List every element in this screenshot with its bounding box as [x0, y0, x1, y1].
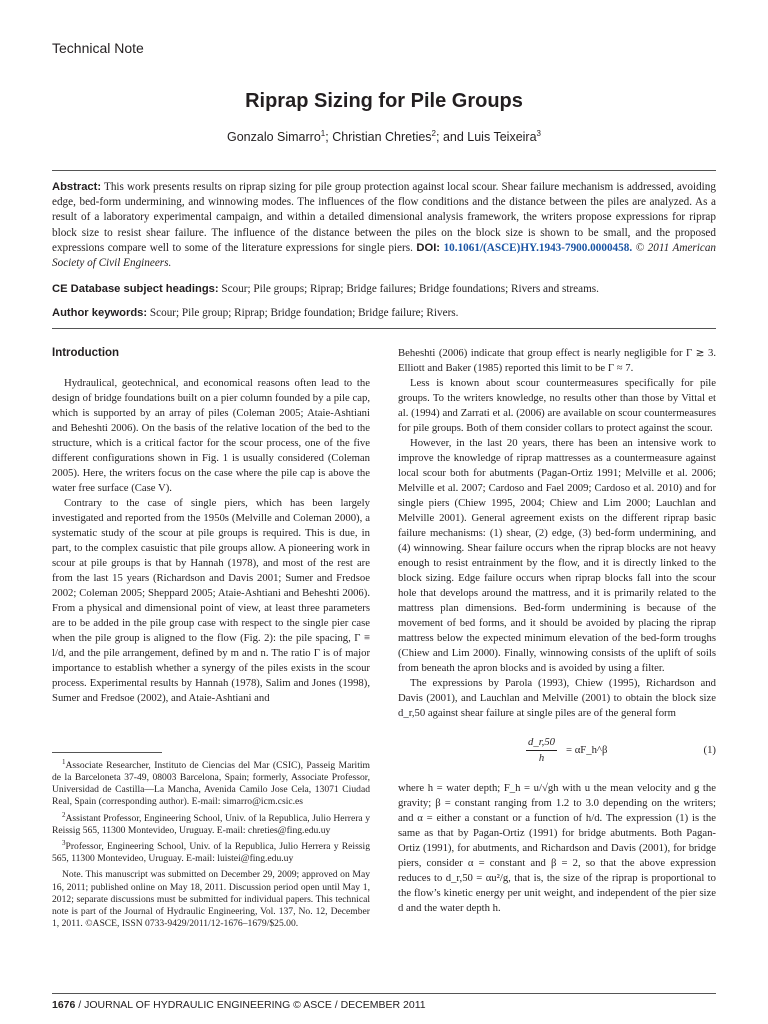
abstract-label: Abstract:	[52, 181, 102, 193]
divider	[52, 328, 716, 329]
footnote: Note. This manuscript was submitted on December 29, 2009; approved on May 16, 2011; published online on May 18, 2011. Discussion period open until May 1, 2012; separate discussions must be submitted for individual papers. This technical note is part of the Journal of Hydraulic Engineering, Vol. 137, No. 12, December 1, 2011. ©ASCE, ISSN 0733-9429/2011/12-1676–1679/$25.00.	[52, 869, 370, 929]
body-paragraph: The expressions by Parola (1993), Chiew (1995), Richardson and Davis (2001), and Lauchlan and Melville (2001) to obtain the block size d_r,50 against shear failure at single piles are of the general form	[398, 677, 716, 719]
page-footer	[52, 999, 426, 1011]
equation-fraction	[526, 735, 557, 766]
equation-denominator: h	[538, 752, 545, 764]
equation-1	[398, 735, 716, 771]
author-name: Christian Chreties	[332, 130, 432, 145]
footnote-divider	[52, 752, 162, 753]
section-heading: Introduction	[52, 347, 120, 359]
footnote: $^2$Assistant Professor, Engineering School, Univ. of la Republica, Julio Herrera y Reissig 565, 11300 Montevideo, Uruguay. E-mail: chreties@fing.edu.uy	[52, 810, 370, 836]
footnote: $^1$Associate Researcher, Instituto de Ciencias del Mar (CSIC), Passeig Maritim de la Barceloneta 37-49, 08003 Barcelona, Spain; formerly, Associate Professor, Universidad de Castilla—La Mancha, Avenida Camilo Jose Cela, 13071 Ciudad Real, Spain (corresponding author). E-mail: simarro@icm.csic.es	[52, 758, 370, 808]
subject-headings	[52, 282, 716, 297]
subject-headings-label: CE Database subject headings:	[52, 283, 219, 295]
author-keywords	[52, 306, 716, 321]
body-paragraph: Contrary to the case of single piers, which has been largely investigated and reported from the 1950s (Melville and Coleman 2000), a systematic study of the scour at pile groups is required. This is due, in part, to the complex casuistic that pile groups allow. A pioneering work in scour at pile groups is that by Hannah (1978), and most of the rest are from the last 15 years (Richardson and Davis 2001; Sumer and Fredsoe 2002; Coleman 2005; Sheppard 2005; Ataie-Ashtiani and Beheshti 2006). From a physical and dimensional point of view, at least three parameters are to be added in the pile group case with respect to the single pier case when the pile group is aligned to the flow (Fig. 2): the pile spacing, Γ ≡ l/d, and the pile arrangement, defined by m and n. The ratio Γ is of major importance to establish whether a synergy of the piles exists in the scour process. Experimental results by Hannah (1978), Salim and Jones (1998), Sumer and Fredsoe (2002), and Ataie-Ashtiani and	[52, 497, 370, 704]
abstract	[52, 180, 716, 271]
section-label: Technical Note	[52, 40, 144, 56]
left-column	[52, 346, 370, 706]
copyright-notice: © 2011 American Society of Civil Engineers.	[52, 241, 717, 270]
doi-label: DOI:	[416, 241, 441, 254]
equation-rhs: = αF_h^β	[566, 744, 608, 756]
abstract-text: This work presents results on riprap sizing for pile group protection against local scour. Shear failure mechanism is addressed, avoiding edge, bed-form undermining, and winnowing modes. The influences of the flow conditions and the distance between the piles are analyzed. As a result of a laboratory experimental campaign, and within a detailed dimensional analysis framework, the writers propose expressions for riprap block size to resist shear failure. The influence of the distance between the piles on the block size is shown to be small, and the proposed expressions compare well to some of the literature expressions for single piers.	[52, 181, 716, 254]
body-paragraph: Beheshti (2006) indicate that group effect is nearly negligible for Γ ≳ 3. Elliott and Baker (1985) reported this limit to be Γ ≈ 7.	[398, 347, 716, 374]
footnotes	[52, 756, 370, 930]
journal-line: / JOURNAL OF HYDRAULIC ENGINEERING © ASCE / DECEMBER 2011	[78, 999, 426, 1011]
body-paragraph: Less is known about scour countermeasures specifically for pile groups. To the writers knowledge, no results other than those by Vittal et al. (1994) and Zarrati et al. (2006) are available on scour countermeasures for pile groups. Both of them consider collars to protect against the scour.	[398, 377, 716, 434]
author-affiliation-mark: 1	[320, 129, 326, 138]
divider	[52, 170, 716, 171]
page-number: 1676	[52, 999, 76, 1011]
author-separator: ; and	[436, 130, 468, 145]
author-affiliation-mark: 2	[431, 129, 436, 138]
footer-divider	[52, 993, 716, 994]
author-keywords-text: Scour; Pile group; Riprap; Bridge foundation; Bridge failure; Rivers.	[149, 307, 459, 319]
author-affiliation-mark: 3	[536, 129, 541, 138]
author-keywords-label: Author keywords:	[52, 307, 148, 319]
author-name: Gonzalo Simarro	[227, 130, 321, 145]
right-column	[398, 346, 716, 916]
author-list	[0, 129, 768, 144]
body-paragraph: Hydraulical, geotechnical, and economical reasons often lead to the design of bridge foundations built on a pier column founded by a pile cap, which is supported by an array of piles (Coleman 2005; Ataie-Ashtiani and Beheshti 2006). On the basis of the relative location of the bed to the structure, which is a critical factor for the scour process, one of the five different configurations shown in Fig. 1 is usually considered (Coleman 2005). Here, the writers focus on the case where the pile cap is above the water free surface (Case V).	[52, 377, 370, 494]
equation-numerator: d_r,50	[526, 735, 557, 751]
author-name: Luis Teixeira	[467, 130, 537, 145]
paper-title: Riprap Sizing for Pile Groups	[245, 90, 523, 112]
equation-number: (1)	[703, 744, 716, 756]
body-paragraph: where h = water depth; F_h = u/√gh with u the mean velocity and g the gravity; β = constant ranging from 1.2 to 3.0 depending on the writers; and α = either a constant or a function of h/d. The expression (1) is the same as that by Pagan-Ortiz (1991) for bridge abutments. Both Pagan-Ortiz (1991), for abutments, and Richardson and Davis (2001), for bridge piers, consider α = constant and β = 2, so that the above expression reduces to d_r,50 = αu²/g, that is, the size of the riprap is proportional to the flow’s kinetic energy per unit weight, and independent of the pier size d and the water depth h.	[398, 782, 716, 914]
body-paragraph: However, in the last 20 years, there has been an intensive work to improve the knowledge of riprap mattresses as a countermeasure against local scour both for abutments (Pagan-Ortiz 1991; Melville et al. 2006; Melville et al. 2007; Cardoso and Fael 2009; Cardoso et al. 2010) and for single piers (Chiew 1995, 2004; Chiew and Lim 2000; Lauchlan and Melville 2001). General agreement exists on the different riprap basic failure mechanisms: (1) shear, (2) edge, (3) bed-form undermining, and (4) winnowing. Shear failure occurs when the riprap blocks are not heavy enough to resist entrainment by the flow, and it is directly linked to the block sizing. Edge failure occurs when riprap blocks fall into the scour hole that develops around the mattress, and it is primarily related to the mattress plan dimensions. Bed-form undermining is because of the movement of bed forms, and it should be avoided by placing the riprap mattress below the expected minimum elevation of the bed-form troughs (Chiew and Lim 2000). Finally, winnowing consists of the uplift of soils from beneath the apron blocks and is avoided by using a filter.	[398, 437, 716, 674]
footnote: $^3$Professor, Engineering School, Univ. of la Republica, Julio Herrera y Reissig 565, 11300 Montevideo, Uruguay. E-mail: luistei@fing.edu.uy	[52, 838, 370, 865]
doi-link[interactable]: 10.1061/(ASCE)HY.1943-7900.0000458.	[443, 241, 633, 254]
subject-headings-text: Scour; Pile groups; Riprap; Bridge failures; Bridge foundations; Rivers and streams.	[221, 283, 599, 295]
author-separator: ;	[325, 130, 333, 145]
